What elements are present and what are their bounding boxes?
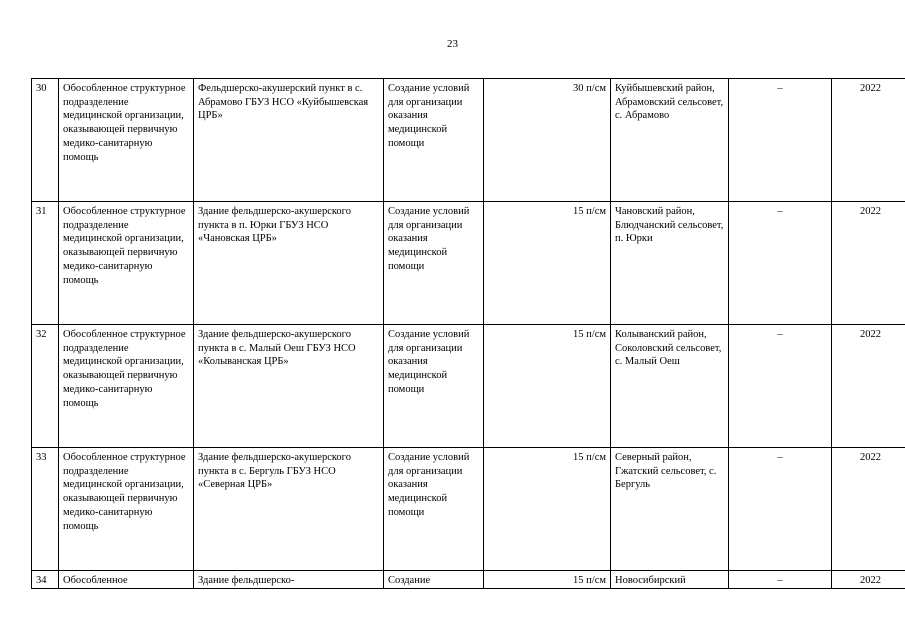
row-number: 33	[32, 448, 59, 571]
object-name-cell: Здание фельдшерско-акушерского пункта в с. Малый Оеш ГБУЗ НСО «Колыванская ЦРБ»	[194, 325, 384, 448]
capacity-cell: 15 п/см	[484, 571, 611, 589]
purpose-cell: Создание условий для организации оказания медицинской помощи	[384, 448, 484, 571]
year-cell: 2022	[832, 79, 905, 202]
empty-value-cell: –	[729, 79, 832, 202]
location-cell: Чановский район, Блюдчанский сельсовет, п. Юрки	[611, 202, 729, 325]
row-number: 31	[32, 202, 59, 325]
table-row	[32, 325, 905, 448]
row-number: 32	[32, 325, 59, 448]
location-cell: Новосибирский	[611, 571, 729, 589]
empty-value-cell: –	[729, 571, 832, 589]
location-cell: Куйбышевский район, Абрамовский сельсовет, с. Абрамово	[611, 79, 729, 202]
table-row	[32, 202, 905, 325]
capacity-cell: 30 п/см	[484, 79, 611, 202]
table-row	[32, 571, 905, 589]
purpose-cell: Создание условий для организации оказания медицинской помощи	[384, 325, 484, 448]
object-name-cell: Здание фельдшерско-акушерского пункта в с. Бергуль ГБУЗ НСО «Северная ЦРБ»	[194, 448, 384, 571]
empty-value-cell: –	[729, 448, 832, 571]
organization-type-cell: Обособленное	[59, 571, 194, 589]
year-cell: 2022	[832, 325, 905, 448]
table-row	[32, 448, 905, 571]
object-name-cell: Здание фельдшерско-	[194, 571, 384, 589]
year-cell: 2022	[832, 448, 905, 571]
year-cell: 2022	[832, 202, 905, 325]
capacity-cell: 15 п/см	[484, 325, 611, 448]
capacity-cell: 15 п/см	[484, 448, 611, 571]
purpose-cell: Создание условий для организации оказания медицинской помощи	[384, 202, 484, 325]
year-cell: 2022	[832, 571, 905, 589]
organization-type-cell: Обособленное структурное подразделение медицинской организации, оказывающей первичную медико-санитарную помощь	[59, 202, 194, 325]
empty-value-cell: –	[729, 202, 832, 325]
object-name-cell: Фельдшерско-акушерский пункт в с. Абрамово ГБУЗ НСО «Куйбышевская ЦРБ»	[194, 79, 384, 202]
organization-type-cell: Обособленное структурное подразделение медицинской организации, оказывающей первичную медико-санитарную помощь	[59, 448, 194, 571]
table-row	[32, 79, 905, 202]
organization-type-cell: Обособленное структурное подразделение медицинской организации, оказывающей первичную медико-санитарную помощь	[59, 79, 194, 202]
capacity-cell: 15 п/см	[484, 202, 611, 325]
row-number: 30	[32, 79, 59, 202]
location-cell: Колыванский район, Соколовский сельсовет, с. Малый Оеш	[611, 325, 729, 448]
row-number: 34	[32, 571, 59, 589]
purpose-cell: Создание условий для организации оказания медицинской помощи	[384, 79, 484, 202]
purpose-cell: Создание	[384, 571, 484, 589]
location-cell: Северный район, Гжатский сельсовет, с. Бергуль	[611, 448, 729, 571]
empty-value-cell: –	[729, 325, 832, 448]
object-name-cell: Здание фельдшерско-акушерского пункта в п. Юрки ГБУЗ НСО «Чановская ЦРБ»	[194, 202, 384, 325]
facilities-table	[31, 78, 905, 589]
organization-type-cell: Обособленное структурное подразделение медицинской организации, оказывающей первичную медико-санитарную помощь	[59, 325, 194, 448]
page-number: 23	[447, 38, 458, 50]
